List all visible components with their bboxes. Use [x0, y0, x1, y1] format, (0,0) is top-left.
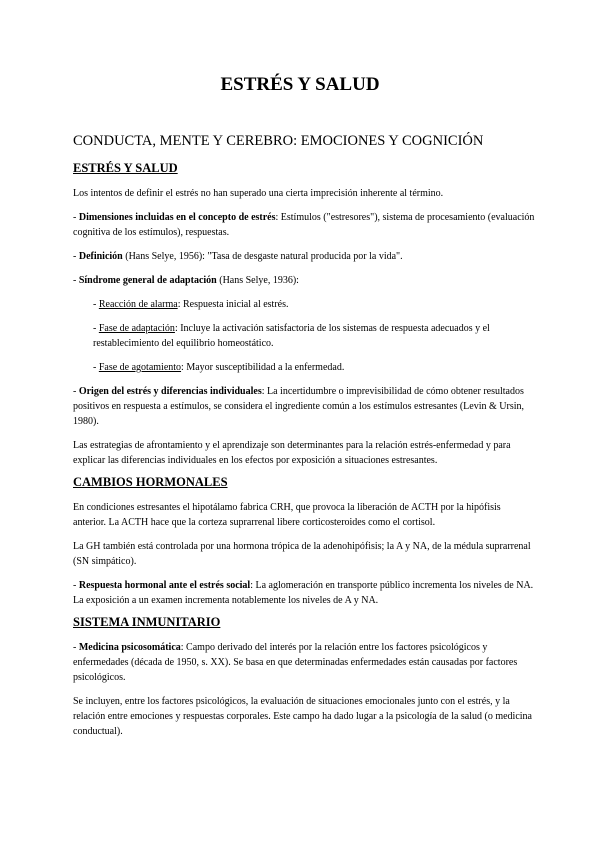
term-dimensiones: Dimensiones incluidas en el concepto de estrés	[78, 212, 276, 223]
phase-item	[93, 360, 535, 375]
paragraph-respuesta-hormonal	[73, 578, 535, 608]
bullet-dash: -	[73, 275, 79, 286]
paragraph-intro: Los intentos de definir el estrés no han superado una cierta imprecisión inherente al término.	[73, 188, 444, 199]
paragraph-factores: Se incluyen, entre los factores psicológicos, la evaluación de situaciones emocionales junto con el estrés, y la relación entre emociones y respuestas corporales. Este campo ha dado lugar a la psicología de la salud (o medicina conductual).	[73, 696, 532, 737]
text-medicina: : Campo derivado del interés por la relación entre los factores psicológicos y enfermedades (década de 1950, s. XX). Se basa en que determinadas enfermedades están causadas por factores psicológicos.	[73, 642, 518, 683]
bullet-dash: -	[73, 580, 79, 591]
bullet-dash: -	[93, 362, 99, 373]
text-respuesta-hormonal: : La aglomeración en transporte público incrementa los niveles de NA. La exposición a un examen incrementa notablemente los niveles de A y NA.	[73, 580, 534, 606]
text-definicion: (Hans Selye, 1956): "Tasa de desgaste natural producida por la vida".	[122, 251, 403, 262]
paragraph-hormonal-2: La GH también está controlada por una hormona trópica de la adenohipófisis; la A y NA, de la médula suprarrenal (SN simpático).	[73, 541, 531, 567]
term-fase-adaptacion: Fase de adaptación	[98, 323, 175, 334]
term-medicina: Medicina psicosomática	[78, 642, 181, 653]
phase-item	[93, 321, 535, 351]
paragraph-hormonal-1: En condiciones estresantes el hipotálamo fabrica CRH, que provoca la liberación de ACTH por la hipófisis anterior. La ACTH hace que la corteza suprarrenal libere corticosteroides como el cortisol.	[73, 502, 501, 528]
page-title: ESTRÉS Y SALUD	[220, 74, 380, 95]
term-sindrome: Síndrome general de adaptación	[78, 275, 217, 286]
bullet-dash: -	[93, 323, 99, 334]
section-heading-cambios-hormonales: CAMBIOS HORMONALES	[73, 475, 228, 489]
phase-item	[93, 297, 535, 312]
bullet-dash: -	[73, 251, 79, 262]
bullet-dash: -	[73, 386, 79, 397]
bullet-dash: -	[93, 299, 99, 310]
paragraph-afrontamiento: Las estrategias de afrontamiento y el aprendizaje son determinantes para la relación estrés-enfermedad y para explicar las diferencias individuales en los efectos por exposición a situaciones estresantes.	[73, 440, 511, 466]
section-heading-estres-salud: ESTRÉS Y SALUD	[73, 161, 178, 175]
section-heading-sistema-inmunitario: SISTEMA INMUNITARIO	[73, 615, 221, 629]
term-definicion: Definición	[78, 251, 123, 262]
term-reaccion-alarma: Reacción de alarma	[98, 299, 178, 310]
term-respuesta-hormonal: Respuesta hormonal ante el estrés social	[78, 580, 251, 591]
text-fase-agotamiento: : Mayor susceptibilidad a la enfermedad.	[181, 362, 345, 373]
bullet-dash: -	[73, 212, 79, 223]
text-sindrome: (Hans Selye, 1936):	[216, 275, 299, 286]
bullet-dash: -	[73, 642, 79, 653]
text-reaccion-alarma: : Respuesta inicial al estrés.	[177, 299, 289, 310]
paragraph-sindrome	[73, 273, 535, 288]
paragraph-origen	[73, 384, 535, 429]
term-fase-agotamiento: Fase de agotamiento	[98, 362, 182, 373]
document-body	[73, 133, 535, 748]
paragraph-dimensiones	[73, 210, 535, 240]
text-origen: : La incertidumbre o imprevisibilidad de cómo obtener resultados positivos en respuesta a estímulos, se considera el ingrediente común a los estímulos estresantes (Levin & Ursin, 1980).	[73, 386, 525, 427]
term-origen: Origen del estrés y diferencias individuales	[78, 386, 262, 397]
paragraph-medicina	[73, 640, 535, 685]
paragraph-definicion	[73, 249, 535, 264]
document-subtitle: CONDUCTA, MENTE Y CEREBRO: EMOCIONES Y COGNICIÓN	[73, 133, 484, 149]
text-fase-adaptacion: : Incluye la activación satisfactoria de los sistemas de respuesta adecuados y el restablecimiento del equilibrio homeostático.	[93, 323, 490, 349]
text-dimensiones: : Estímulos ("estresores"), sistema de procesamiento (evaluación cognitiva de los estímulos), respuestas.	[73, 212, 535, 238]
